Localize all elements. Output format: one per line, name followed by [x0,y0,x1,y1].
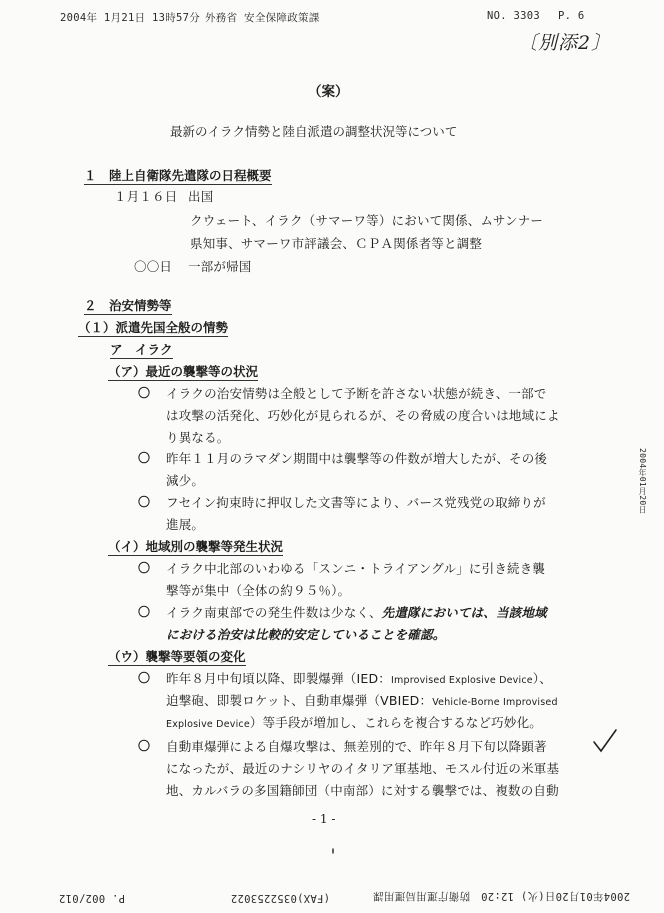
recent-attacks-b3-line-1: フセイン拘束時に押収した文書等により、バース党残党の取締りが [166,495,546,510]
fax-page: P. 6 [558,10,585,22]
page-number: - 1 - [312,812,336,826]
bottom-fax-sender: 防衛庁運用局運用課 [372,890,470,902]
method-b2-line-3: 地、カルバラの多国籍師団（中南部）に対する襲撃では、複数の自動 [166,783,559,798]
schedule-event-1: 出国 [188,189,214,204]
draft-mark: （案） [308,84,349,100]
fax-number: NO. 3303 [487,10,540,22]
bottom-fax-footer [40,890,630,904]
method-b1-line-1-a: 昨年８月中旬頃以降、即製爆弾（IED： [166,671,392,686]
schedule-detail-line-1: クウェート、イラク（サマーワ等）において関係、ムサンナー [190,213,544,228]
fax-sender: 外務省 安全保障政策課 [205,12,320,24]
bottom-fax-page: P. 002/012 [58,892,125,904]
method-b1-line-2 [166,691,558,709]
method-b2-line-2: になったが、最近のナシリヤのイタリア軍基地、モスル付近の米軍基 [166,761,560,776]
bottom-fax-number: (FAX)0352253022 [230,892,330,904]
bullet-mark: 〇 [138,739,151,753]
bullet-mark: 〇 [138,605,151,619]
margin-date-stamp: 2004年01月20日 [638,448,647,514]
recent-attacks-b3-line-2: 進展。 [166,517,205,532]
bullet-mark: 〇 [138,495,151,509]
scan-speck [332,848,334,854]
heading-regional-attacks: （イ）地域別の襲撃等発生状況 [108,539,284,554]
handwritten-attachment-note: 〔別添2〕 [518,32,612,54]
method-b1-line-3-b: ）等手段が増加し、これらを複合するなど巧妙化。 [249,715,542,730]
recent-attacks-b2-line-2: 減少。 [166,473,205,488]
fax-datetime: 2004年 1月21日 13時57分 [60,12,201,24]
section-1-heading: １ 陸上自衛隊先遣隊の日程概要 [84,168,272,183]
bullet-mark: 〇 [138,451,151,465]
bullet-mark: 〇 [138,671,151,685]
regional-b2-line-2-emphasis: における治安は比較的安定していることを確認。 [166,627,446,642]
recent-attacks-b1-line-2: は攻撃の活発化、巧妙化が見られるが、その脅威の度合いは地域によ [166,408,560,423]
schedule-detail-line-2: 県知事、サマーワ市評議会、ＣＰＡ関係者等と調整 [190,236,483,251]
handwritten-check-icon [592,728,618,754]
method-b1-line-3 [166,713,542,731]
schedule-event-2: 一部が帰国 [188,259,252,274]
subsection-iraq: ア イラク [110,342,173,357]
heading-attack-method-changes: （ウ）襲撃等要領の変化 [108,649,246,664]
method-b1-line-1-c: ）、 [532,671,552,686]
recent-attacks-b1-line-3: り異なる。 [166,430,230,445]
bullet-mark: 〇 [138,561,151,575]
regional-b1-line-2: 撃等が集中（全体の約９５％）。 [166,583,351,598]
method-b1-line-2-en: Vehicle-Borne Improvised [432,697,558,708]
bullet-mark: 〇 [138,386,151,400]
section-2-heading: ２ 治安情勢等 [84,298,172,313]
recent-attacks-b2-line-1: 昨年１１月のラマダン期間中は襲撃等の件数が増大したが、その後 [166,451,548,466]
method-b1-line-2-a: 迫撃砲、即製ロケット、自動車爆弾（VBIED： [166,693,433,708]
method-b1-line-1 [166,669,552,687]
schedule-date-2: 〇〇日 [134,259,173,274]
method-b1-line-3-en: Explosive Device [166,719,250,730]
subsection-general-situation: （１）派遣先国全般の情勢 [78,320,229,335]
regional-b1-line-1: イラク中北部のいわゆる「スンニ・トライアングル」に引き続き襲 [166,561,546,576]
method-b2-line-1: 自動車爆弾による自爆攻撃は、無差別的で、昨年８月下旬以降顕著 [166,739,547,754]
recent-attacks-b1-line-1: イラクの治安情勢は全般として予断を許さない状態が続き、一部で [166,386,547,401]
bottom-fax-datetime: 2004年01月20日(火) 12:20 [480,890,630,902]
regional-b2-line-1-plain: イラク南東部での発生件数は少なく、 [166,605,382,620]
heading-recent-attacks: （ア）最近の襲撃等の状況 [108,364,259,379]
regional-b2-line-1-emphasis: 先遣隊においては、当該地域 [381,605,547,620]
schedule-date-1: １月１６日 [114,189,178,204]
document-title: 最新のイラク情勢と陸自派遣の調整状況等について [170,124,458,139]
method-b1-line-1-en: Improvised Explosive Device [391,675,533,686]
regional-b2-line-1 [166,603,547,621]
